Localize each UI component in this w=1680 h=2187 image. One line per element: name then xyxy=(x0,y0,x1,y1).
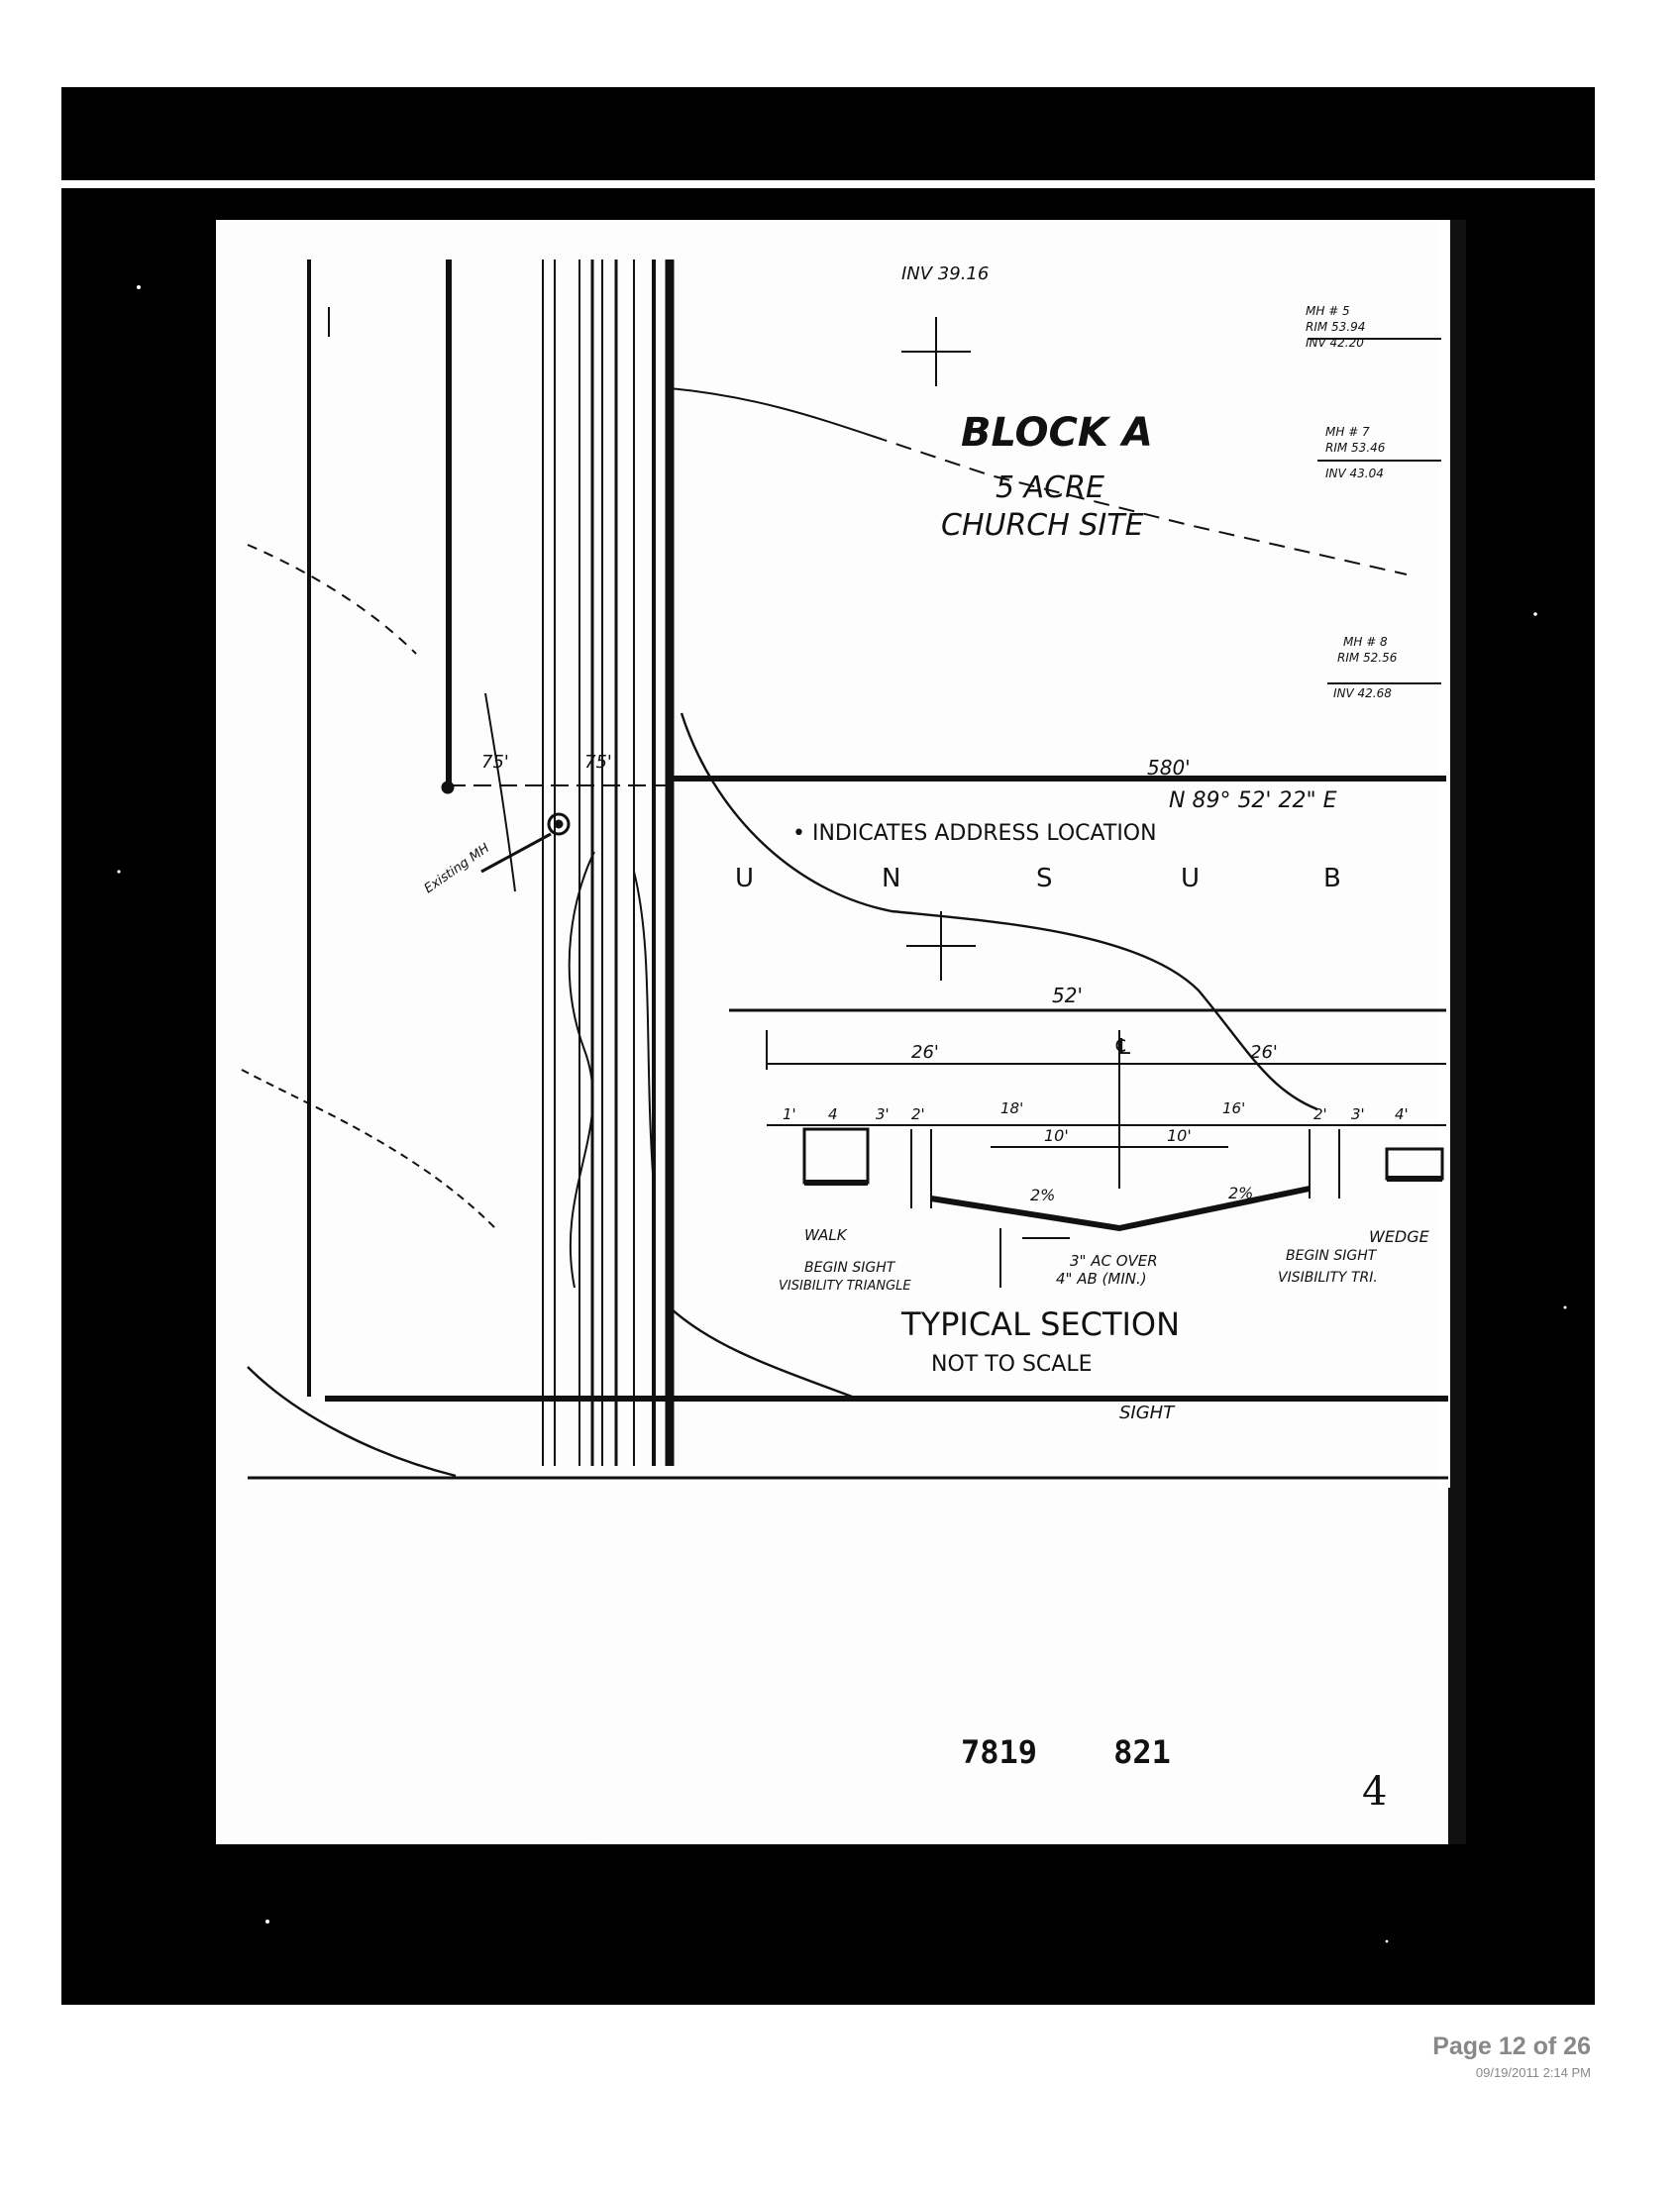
section-pavement-2: 4" AB (MIN.) xyxy=(1056,1270,1147,1288)
section-dim-r1: 16' xyxy=(1222,1099,1246,1117)
handwritten-page-number: 4 xyxy=(1362,1769,1388,1815)
dim-75-right: 75' xyxy=(584,752,612,773)
section-lane-left: 10' xyxy=(1044,1126,1069,1145)
paper-right-strip xyxy=(1448,220,1466,1844)
section-dim-l1: 1' xyxy=(783,1105,796,1123)
section-dim-l4: 2' xyxy=(911,1105,925,1123)
unsub-b: B xyxy=(1323,864,1341,893)
section-row-width: 52' xyxy=(1052,984,1083,1007)
dim-580: 580' xyxy=(1147,756,1191,780)
site-label: CHURCH SITE xyxy=(941,508,1144,543)
section-dim-l3: 3' xyxy=(876,1105,890,1123)
dim-75-left: 75' xyxy=(481,752,509,773)
section-half-right: 26' xyxy=(1250,1042,1278,1063)
section-dim-r2: 2' xyxy=(1313,1105,1327,1123)
section-visibility-left: VISIBILITY TRIANGLE xyxy=(779,1279,911,1294)
section-lane-right: 10' xyxy=(1167,1126,1192,1145)
section-half-left: 26' xyxy=(911,1042,939,1063)
section-visibility-right: VISIBILITY TRI. xyxy=(1278,1270,1378,1286)
bearing-label: N 89° 52' 22" E xyxy=(1169,788,1337,813)
mh8-line3: INV 42.68 xyxy=(1333,686,1392,700)
block-label: BLOCK A xyxy=(961,410,1153,456)
mh7-line1: MH # 7 xyxy=(1325,425,1370,439)
section-subtitle: NOT TO SCALE xyxy=(931,1352,1093,1377)
unsub-n: N xyxy=(882,864,901,893)
mh5-line1: MH # 5 xyxy=(1306,304,1350,318)
mh7-line2: RIM 53.46 xyxy=(1325,441,1386,455)
section-wedge: WEDGE xyxy=(1369,1227,1429,1246)
page-count: Page 12 of 26 xyxy=(1432,2032,1591,2060)
drawing-paper xyxy=(216,220,1466,1844)
section-dim-l5: 18' xyxy=(1000,1099,1024,1117)
section-slope-right: 2% xyxy=(1228,1184,1254,1202)
section-slope-left: 2% xyxy=(1030,1186,1056,1204)
print-timestamp: 09/19/2011 2:14 PM xyxy=(1475,2065,1591,2080)
mh8-line2: RIM 52.56 xyxy=(1337,651,1398,665)
mh8-line1: MH # 8 xyxy=(1343,635,1388,649)
stamp-number: 7819 821 xyxy=(961,1733,1171,1771)
section-begin-sight-left: BEGIN SIGHT xyxy=(804,1260,895,1276)
scan-top-rule xyxy=(61,180,1595,188)
sight-label: SIGHT xyxy=(1119,1403,1175,1423)
acre-label: 5 ACRE xyxy=(996,470,1104,505)
section-pavement-1: 3" AC OVER xyxy=(1070,1252,1158,1270)
mh5-line2: RIM 53.94 xyxy=(1306,320,1366,334)
section-centerline: ℄ xyxy=(1113,1035,1133,1060)
unsub-s: S xyxy=(1036,864,1053,893)
page-footer xyxy=(1432,2032,1591,2080)
section-title: TYPICAL SECTION xyxy=(901,1305,1181,1343)
unsub-u2: U xyxy=(1181,864,1201,893)
section-begin-sight-right: BEGIN SIGHT xyxy=(1286,1248,1377,1264)
existing-mh-label: Existing MH xyxy=(421,841,493,897)
section-dim-r4: 4' xyxy=(1395,1105,1409,1123)
section-walk: WALK xyxy=(804,1226,847,1244)
inv-top-label: INV 39.16 xyxy=(901,263,990,284)
section-dim-r3: 3' xyxy=(1351,1105,1365,1123)
section-dim-l2: 4 xyxy=(828,1105,838,1123)
mh7-line3: INV 43.04 xyxy=(1325,467,1384,480)
unsub-u1: U xyxy=(735,864,755,893)
paper-right-edge xyxy=(1438,220,1450,1488)
address-note: • INDICATES ADDRESS LOCATION xyxy=(792,821,1157,846)
mh5-line3: INV 42.20 xyxy=(1306,336,1364,350)
